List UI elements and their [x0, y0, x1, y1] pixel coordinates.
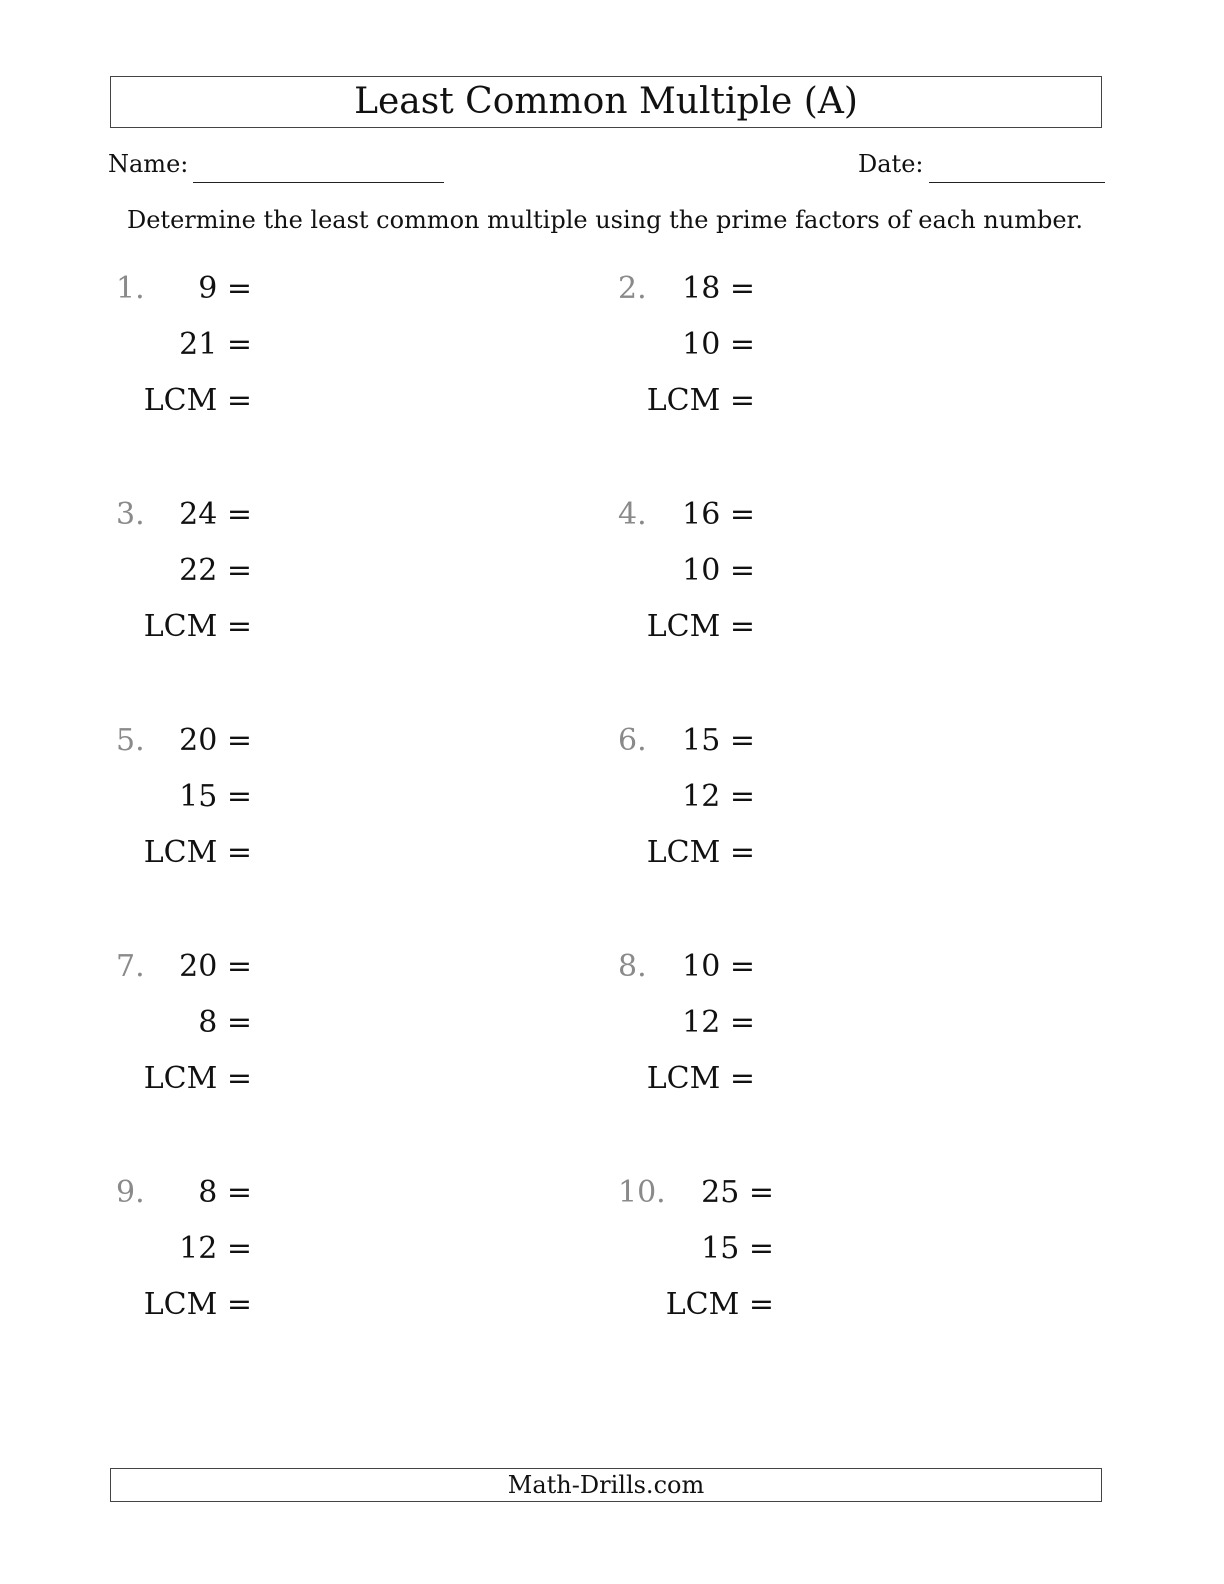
problem-7 [116, 949, 516, 1152]
problem-number: 7. [116, 949, 145, 984]
problem-lcm: LCM = [646, 1061, 755, 1096]
problem-2 [618, 271, 1018, 474]
problem-number-a: 9 = [198, 271, 252, 306]
problem-lcm: LCM = [646, 609, 755, 644]
problem-number-b: 22 = [179, 553, 252, 588]
footer-box [110, 1468, 1102, 1502]
problem-number-b: 12 = [682, 779, 755, 814]
problem-number: 10. [618, 1175, 666, 1210]
problem-number-b: 10 = [682, 327, 755, 362]
problem-number-a: 8 = [198, 1175, 252, 1210]
problem-number-b: 12 = [682, 1005, 755, 1040]
problem-1 [116, 271, 516, 474]
problem-lcm: LCM = [646, 835, 755, 870]
problem-3 [116, 497, 516, 700]
problem-number-b: 10 = [682, 553, 755, 588]
problem-number: 1. [116, 271, 145, 306]
problem-lcm: LCM = [143, 1061, 252, 1096]
problem-number: 5. [116, 723, 145, 758]
worksheet-title-box [110, 76, 1102, 128]
date-field[interactable] [929, 182, 1105, 183]
problem-number: 3. [116, 497, 145, 532]
problem-number-a: 24 = [179, 497, 252, 532]
problem-number-b: 21 = [179, 327, 252, 362]
problem-number: 9. [116, 1175, 145, 1210]
problem-lcm: LCM = [665, 1287, 774, 1322]
problem-lcm: LCM = [143, 835, 252, 870]
problem-number-a: 20 = [179, 949, 252, 984]
name-label: Name: [108, 150, 189, 178]
problem-number-a: 18 = [682, 271, 755, 306]
problem-lcm: LCM = [143, 609, 252, 644]
problem-10 [618, 1175, 1018, 1378]
problem-number-a: 20 = [179, 723, 252, 758]
problem-number-b: 12 = [179, 1231, 252, 1266]
problem-lcm: LCM = [143, 383, 252, 418]
problem-number: 2. [618, 271, 647, 306]
problem-lcm: LCM = [646, 383, 755, 418]
problem-5 [116, 723, 516, 926]
instructions: Determine the least common multiple using the prime factors of each number. [126, 206, 1083, 234]
problem-number: 8. [618, 949, 647, 984]
problem-number-a: 16 = [682, 497, 755, 532]
problem-number-a: 15 = [682, 723, 755, 758]
worksheet-title: Least Common Multiple (A) [354, 81, 858, 122]
problem-number-a: 10 = [682, 949, 755, 984]
problem-number-b: 8 = [198, 1005, 252, 1040]
problem-number: 4. [618, 497, 647, 532]
problem-number-b: 15 = [179, 779, 252, 814]
problem-lcm: LCM = [143, 1287, 252, 1322]
problem-8 [618, 949, 1018, 1152]
footer-site: Math-Drills.com [507, 1471, 705, 1499]
problem-number-a: 25 = [701, 1175, 774, 1210]
name-field[interactable] [193, 182, 444, 183]
problem-6 [618, 723, 1018, 926]
date-label: Date: [858, 150, 924, 178]
problem-9 [116, 1175, 516, 1378]
problem-number-b: 15 = [701, 1231, 774, 1266]
problem-number: 6. [618, 723, 647, 758]
problem-4 [618, 497, 1018, 700]
